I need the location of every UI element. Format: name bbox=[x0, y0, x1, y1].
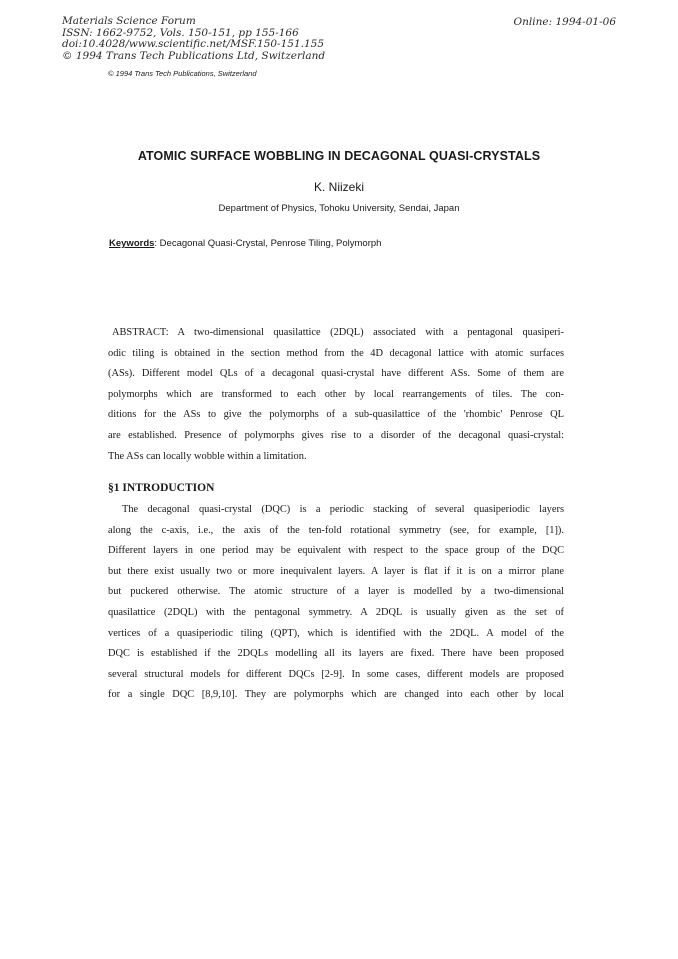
online-date: Online: 1994-01-06 bbox=[513, 16, 616, 28]
abstract bbox=[108, 323, 564, 467]
body-line: but puckered otherwise. The atomic structure of a layer is modelled by a two-dimensional bbox=[108, 586, 564, 598]
abstract-line: are established. Presence of polymorphs gives rise to a disorder of the decagonal quasi-crystal: bbox=[108, 429, 564, 441]
section-heading: §1 INTRODUCTION bbox=[108, 482, 215, 494]
introduction-body bbox=[108, 500, 564, 706]
body-line: vertices of a quasiperiodic tiling (QPT), which is identified with the 2DQL. A model of the bbox=[108, 627, 564, 639]
body-line: for a single DQC [8,9,10]. They are polymorphs which are changed into each other by local bbox=[108, 689, 564, 701]
issn-line: ISSN: 1662-9752, Vols. 150-151, pp 155-166 bbox=[62, 26, 299, 39]
abstract-line: The ASs can locally wobble within a limitation. bbox=[108, 450, 307, 462]
body-line: DQC is established if the 2DQLs modelling all its layers are fixed. There have been proposed bbox=[108, 648, 564, 660]
doi-line: doi:10.4028/www.scientific.net/MSF.150-151.155 bbox=[62, 38, 325, 50]
page-copyright: © 1994 Trans Tech Publications, Switzerland bbox=[108, 69, 257, 78]
abstract-line: (ASs). Different model QLs of a decagonal quasi-crystal have different ASs. Some of them are bbox=[108, 368, 564, 380]
body-line: Different layers in one period may be equivalent with respect to the space group of the DQC bbox=[108, 545, 564, 557]
abstract-line: polymorphs which are transformed to each other by local rearrangements of tiles. The con- bbox=[108, 388, 564, 400]
header-metadata bbox=[62, 16, 325, 62]
keywords bbox=[109, 238, 381, 249]
keywords-label: Keywords bbox=[109, 238, 155, 249]
paper-title: ATOMIC SURFACE WOBBLING IN DECAGONAL QUASI-CRYSTALS bbox=[137, 149, 541, 163]
author-affiliation: Department of Physics, Tohoku University, Sendai, Japan bbox=[218, 203, 460, 214]
abstract-line: ABSTRACT: A two-dimensional quasilattice (2DQL) associated with a pentagonal quasiperi- bbox=[112, 327, 564, 338]
body-line: but there exist usually two or more inequivalent layers. A layer is flat if it is on a mirror plane bbox=[108, 565, 564, 577]
body-line: The decagonal quasi-crystal (DQC) is a periodic stacking of several quasiperiodic layers bbox=[122, 504, 564, 515]
abstract-line: ditions for the ASs to give the polymorphs of a sub-quasilattice of the 'rhombic' Penrose QL bbox=[108, 409, 564, 421]
body-line: quasilattice (2DQL) with the pentagonal symmetry. A 2DQL is usually given as the set of bbox=[108, 606, 564, 618]
author-name: K. Niizeki bbox=[313, 180, 364, 194]
journal-name: Materials Science Forum bbox=[62, 15, 196, 27]
body-line: several structural models for different DQCs [2-9]. In some cases, different models are proposed bbox=[108, 668, 564, 680]
body-line: along the c-axis, i.e., the axis of the ten-fold rotational symmetry (see, for example, [1]). bbox=[108, 524, 564, 536]
keywords-text: : Decagonal Quasi-Crystal, Penrose Tiling, Polymorph bbox=[154, 238, 382, 249]
copyright-notice: © 1994 Trans Tech Publications Ltd, Switzerland bbox=[62, 49, 326, 62]
abstract-line: odic tiling is obtained in the section method from the 4D decagonal lattice with atomic surfaces bbox=[108, 347, 564, 359]
